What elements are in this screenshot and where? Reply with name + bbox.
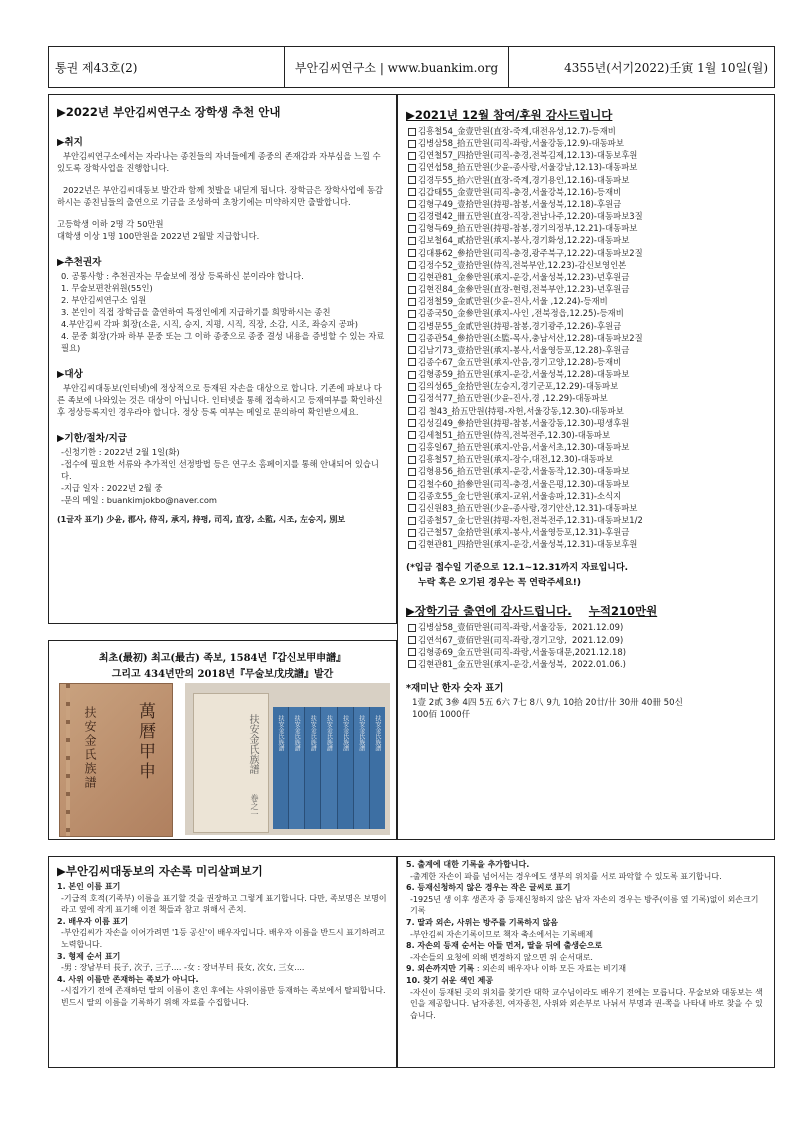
checkbox-icon	[408, 128, 416, 136]
preview-item: 8. 자손의 등재 순서는 아들 먼저, 딸을 뒤에 출생순으로 -자손들의 요청에 의해 변경하지 않으면 위 순서대로.	[406, 941, 603, 962]
donor-row: 김 철43_拾五만원(持평-자헌,서울강동,12.30)-대동파보	[408, 405, 766, 417]
preview-item: 4. 사위 이름만 존재하는 족보가 아니다. -시집가기 전에 존재하던 딸의 이름이 혼인 후에는 사위이름만 등재하는 족보에서 탈피합니다. 빈드시 딸의 이름을 기록하기 위해 자료를 수집합니다.	[57, 974, 386, 1007]
recommender-line: 4.부안김씨 각파 회장(소윤, 시직, 승지, 지평, 시직, 직장, 소감, 시조, 좌승지 공파)	[61, 319, 358, 329]
donor-row: 김연섭58_拾五만원(少윤-종사랑,서울강남,12.13)-대동파보	[408, 161, 766, 173]
donor-row: 김철수60_拾參만원(司직-충경,서울은평,12.30)-대동파보	[408, 478, 766, 490]
period-title: ▶기한/절차/지급	[57, 433, 127, 444]
period-line: -신청기한 : 2022년 2월 1일(화)	[61, 447, 180, 457]
book-spine-title: 扶安金氏族譜	[277, 715, 284, 751]
book-spine	[289, 707, 305, 829]
donor-row: 김형종59_拾五만원(承지-운강,서울성북,12.28)-대동파보	[408, 368, 766, 380]
period-line: -지급 일자 : 2022년 2월 중	[61, 483, 163, 493]
checkbox-icon	[408, 541, 416, 549]
recommender-line: 4. 문중 회장(가파 하부 문중 또는 그 이하 종중으로 종중 결성 내용을 증빙할 수 있는 자료 필요)	[61, 331, 385, 353]
checkbox-icon	[408, 517, 416, 525]
checkbox-icon	[408, 322, 416, 330]
donor-row: 김형용56_拾五만원(承지-운강,서울동작,12.30)-대동파보	[408, 465, 766, 477]
fund-donor-list	[406, 621, 766, 670]
donor-row: 김성길49_參拾만원(持평-참봉,서울강동,12.30)-평생후원	[408, 417, 766, 429]
checkbox-icon	[408, 249, 416, 257]
jokbo-caption-1: 최초(最初) 최고(最古) 족보, 1584년『갑신보甲申譜』	[98, 653, 347, 664]
donor-row: 김종관54_參拾만원(소監-목사,충남서산,12.28)-대동파보2질	[408, 332, 766, 344]
checkbox-icon	[408, 636, 416, 644]
donor-row: 김정철59_金貳만원(少윤-진사,서울 ,12.24)-등재비	[408, 295, 766, 307]
donor-row: 김경렬42_卌五만원(直장-직장,전남나주,12.20)-대동파보3질	[408, 210, 766, 222]
checkbox-icon	[408, 334, 416, 342]
book-spine	[273, 707, 289, 829]
donor-row: 김종호55_金七만원(承지-교위,서울송파,12.31)-소식지	[408, 490, 766, 502]
preview-item: 10. 찾기 쉬운 색인 제공 -자신이 등재된 곳의 위치를 찾기란 대학 교수님이라도 배우기 전에는 모릅니다. 무술보와 대동보는 색인을 제공합니다. 남자종친, 여자종친, 사위와 외손부로 나뉘서 부명과 권-쪽을 나타내 바로 찾을 수 있습니다.	[406, 975, 763, 1020]
preview-item: 9. 외손까지만 기록 : 외손의 배우자나 이하 모든 자료는 비기재	[406, 964, 627, 974]
donor-row: 김형구49_壹拾만원(持평-참봉,서울성북,12.18)-후원금	[408, 198, 766, 210]
donor-row: 김현진84_金參만원(直장-현령,전북부안,12.23)-년후원금	[408, 283, 766, 295]
purpose-text-2: 2022년은 부안김씨대동보 발간과 함께 첫발을 내딛게 됩니다. 장학금은 장학사업에 동감하시는 종친님들의 출연으로 기금을 조성하여 초창기에는 미약하지만 출발합니다.	[57, 185, 383, 207]
checkbox-icon	[408, 456, 416, 464]
fund-row: 김형종69_金五만원(司직-좌랑,서울동대문,2021.12.18)	[408, 646, 766, 658]
checkbox-icon	[408, 273, 416, 281]
checkbox-icon	[408, 383, 416, 391]
checkbox-icon	[408, 237, 416, 245]
musulbo-photo	[185, 683, 390, 835]
checkbox-icon	[408, 225, 416, 233]
purpose-title: ▶취지	[57, 137, 83, 148]
preview-item: 6. 등재신청하지 않은 경우는 작은 글씨로 표기 -1925년 생 이후 생존자 중 등재신청하지 않은 남자 자손의 경우는 방주(이름 옆 기록)없이 외손크기 기록	[406, 883, 759, 916]
recommender-line: 3. 본인이 직접 장학금을 출연하여 특정인에게 지급하기를 희망하시는 종친	[61, 307, 331, 317]
thanks-donor-list	[406, 125, 766, 550]
donor-row: 김현관81_金參만원(承지-운강,서울성북,12.23)-년후원금	[408, 271, 766, 283]
jokbo-section	[48, 640, 397, 840]
book-spine-title: 扶安金氏族譜	[325, 715, 333, 751]
donor-row: 김형득69_拾五만원(持평-참봉,경기의정부,12.21)-대동파보	[408, 222, 766, 234]
fund-row: 김현관81_金五만원(承지-운강,서울성북, 2022.01.06.)	[408, 658, 766, 670]
checkbox-icon	[408, 346, 416, 354]
preview-item: 7. 딸과 외손, 사위는 방주를 기록하지 않음 -부안김씨 자손기록이므로 책자 축소에서는 기록배제	[406, 917, 594, 939]
book-spine	[370, 707, 385, 829]
donor-row: 김남기73_壹拾만원(承지-봉사,서울영등포,12.28)-후원금	[408, 344, 766, 356]
preview-item: 1. 본인 이름 표기 -기급적 호적(기족부) 이름을 표기할 것을 권장하고 그렇게 표기합니다. 다만, 족보명은 보명이라고 옆에 작게 표기해 이전 책들과 참고 위해서 존치.	[57, 882, 387, 915]
book-spine-title: 扶安金氏族譜	[373, 715, 381, 751]
scholarship-title: ▶2022년 부안김씨연구소 장학생 추천 안내	[57, 105, 281, 119]
hanja-line-1: 1壹 2貳 3參 4四 5五 6六 7七 8八 9九 10拾 20廿/卄 30卅 40卌 50신	[412, 698, 683, 709]
checkbox-icon	[408, 529, 416, 537]
target-title: ▶대상	[57, 369, 83, 380]
thanks-note-2: 누락 혹은 오기된 경우는 꼭 연락주세요!)	[418, 578, 581, 589]
donor-row: 김근철57_金拾만원(承지-봉사,서울영등포,12.31)-후원금	[408, 526, 766, 538]
recommender-line: 0. 공통사항 : 추천권자는 무술보에 정상 등록하신 분이라야 합니다.	[61, 271, 304, 281]
donor-row: 김병문55_金貳만원(持평-참봉,경기광주,12.26)-후원금	[408, 320, 766, 332]
preview-left	[48, 856, 397, 1068]
donor-row: 김갑태55_金壹만원(司직-충경,서울강북,12.16)-등재비	[408, 186, 766, 198]
musulbo-spines	[273, 707, 385, 829]
gapsinbo-photo	[59, 683, 173, 837]
page-header	[48, 46, 775, 88]
donor-row: 김경두55_拾六만원(直장-죽계,경기용인,12.16)-대동파보	[408, 174, 766, 186]
gapsinbo-binding	[66, 684, 70, 836]
checkbox-icon	[408, 492, 416, 500]
donor-row: 김병삼58_拾五만원(司직-좌랑,서울강동,12.9)-대동파보	[408, 137, 766, 149]
checkbox-icon	[408, 660, 416, 668]
donor-row: 김정석77_拾五만원(少윤-진사,경 ,12.29)-대동파보	[408, 392, 766, 404]
checkbox-icon	[408, 358, 416, 366]
thanks-title: ▶2021년 12월 참여/후원 감사드립니다	[406, 108, 613, 122]
org-site: 부안김씨연구소 | www.buankim.org	[285, 47, 509, 87]
checkbox-icon	[408, 468, 416, 476]
amount-highschool: 고등학생 이하 2명 각 50만원	[57, 219, 164, 229]
donor-row: 김대룡62_參拾만원(司직-충경,광주북구,12.22)-대동파보2질	[408, 247, 766, 259]
checkbox-icon	[408, 286, 416, 294]
musulbo-box-vol: 卷之一	[250, 794, 259, 818]
fund-total: 누적210만원	[588, 604, 658, 619]
jokbo-caption-2: 그리고 434년만의 2018년『무술보戊戌譜』발간	[111, 669, 334, 680]
book-spine	[321, 707, 337, 829]
donor-row: 김종국50_金參만원(承지-사인 ,전북정읍,12.25)-등재비	[408, 307, 766, 319]
book-spine	[338, 707, 354, 829]
checkbox-icon	[408, 444, 416, 452]
donor-row: 김정수52_壹拾만원(侍직,전북부안,12.23)-감신보영인본	[408, 259, 766, 271]
donor-row: 김종철57_金七만원(持평-자헌,전북전주,12.31)-대동파보1/2	[408, 514, 766, 526]
checkbox-icon	[408, 261, 416, 269]
musulbo-box-title: 扶安金氏族譜	[247, 714, 258, 774]
donor-row: 김신원83_拾五만원(少윤-종사랑,경기안산,12.31)-대동파보	[408, 502, 766, 514]
hanja-line-2: 100佰 1000仟	[412, 710, 471, 721]
checkbox-icon	[408, 152, 416, 160]
checkbox-icon	[408, 164, 416, 172]
preview-item: 5. 출계에 대한 기록을 추가합니다. -출계한 자손이 파를 넘어서는 경우에도 생부의 위치를 서로 파악할 수 있도록 표기합니다.	[406, 860, 722, 881]
donor-row: 김보철64_貳拾만원(承지-봉사,경기화성,12.22)-대동파보	[408, 234, 766, 246]
amount-university: 대학생 이상 1명 100만원을 2022년 2월말 지급합니다.	[57, 231, 260, 241]
musulbo-box	[193, 693, 269, 833]
preview-item: 2. 배우자 이름 표기 -부안김씨가 자손을 이어가려면 '1등 공신'이 배우자입니다. 배우자 이름을 반드시 표기하려고 노력합니다.	[57, 916, 385, 949]
recommender-line: 2. 부안김씨연구소 임원	[61, 295, 147, 305]
gapsinbo-title-left: 扶安金氏族譜	[83, 706, 97, 790]
checkbox-icon	[408, 407, 416, 415]
scholarship-section	[48, 94, 397, 624]
checkbox-icon	[408, 371, 416, 379]
checkbox-icon	[408, 431, 416, 439]
preview-title: ▶부안김씨대동보의 자손록 미리살펴보기	[57, 864, 263, 878]
donor-row: 김흥철57_拾五만원(承지-장수,대전,12.30)-대동파보	[408, 453, 766, 465]
checkbox-icon	[408, 480, 416, 488]
checkbox-icon	[408, 395, 416, 403]
checkbox-icon	[408, 200, 416, 208]
book-spine	[305, 707, 321, 829]
donor-row: 김종수67_金五만원(承지-안음,경기고양,12.28)-등재비	[408, 356, 766, 368]
fund-row: 김병삼58_壹佰만원(司직-좌랑,서울강동, 2021.12.09)	[408, 621, 766, 633]
preview-item: 3. 형제 순서 표기 -男 : 장남부터 長子, 次子, 三子.... -女 : 장녀부터 長女, 次女, 三女....	[57, 951, 305, 973]
issue-date: 4355년(서기2022)壬寅 1월 10일(월)	[564, 60, 768, 75]
thanks-note-1: (*입금 접수일 기준으로 12.1~12.31까지 자료입니다.	[406, 563, 629, 574]
hanja-abbrev-note: (1글자 표기) 少윤, 郡사, 侍직, 承지, 持평, 司직, 直장, 소監, 시조, 左승지, 別보	[57, 515, 346, 524]
gapsinbo-title-right: 萬曆甲申	[135, 702, 155, 782]
checkbox-icon	[408, 310, 416, 318]
issue-number: 통권 제43호(2)	[49, 47, 285, 87]
checkbox-icon	[408, 213, 416, 221]
fund-row: 김연석67_壹佰만원(司직-좌랑,경기고양, 2021.12.09)	[408, 634, 766, 646]
donor-row: 김홍일67_拾五만원(承지-안음,서울서초,12.30)-대동파보	[408, 441, 766, 453]
thanks-section	[397, 94, 775, 840]
recommender-line: 1. 무술보편찬위원(55인)	[61, 283, 153, 293]
recommender-title: ▶추천권자	[57, 257, 102, 268]
checkbox-icon	[408, 624, 416, 632]
purpose-text-1: 부안김씨연구소에서는 자라나는 종친들의 자녀들에게 종중의 존재감과 자부심을 느낄 수 있도록 장학사업을 진행합니다.	[57, 151, 381, 173]
checkbox-icon	[408, 298, 416, 306]
checkbox-icon	[408, 188, 416, 196]
book-spine-title: 扶安金氏族譜	[309, 715, 317, 751]
donor-row: 김세철51_拾五만원(侍직,전북전주,12.30)-대동파보	[408, 429, 766, 441]
fund-title: ▶장학기금 출연에 감사드립니다.	[406, 604, 572, 619]
book-spine-title: 扶安金氏族譜	[341, 715, 349, 751]
donor-row: 김현관81_四拾만원(承지-운강,서울성북,12.31)-대동보후원	[408, 538, 766, 550]
book-spine	[354, 707, 370, 829]
preview-right	[397, 856, 775, 1068]
checkbox-icon	[408, 140, 416, 148]
period-line: -문의 메일 : buankimjokbo@naver.com	[61, 495, 218, 505]
fund-header	[406, 600, 766, 619]
checkbox-icon	[408, 176, 416, 184]
hanja-title: *재미난 한자 숫자 표기	[406, 683, 504, 695]
target-text: 부안김씨대동보(인터넷)에 정상적으로 등재된 자손을 대상으로 합니다. 기존에 파보나 다른 족보에 나와있는 것은 대상이 아닙니다. 인터넷을 통해 접속하시고 등재여부를 확인하신 후 정상등록지인 경우라야 합니다. 정상 등록 여부는 메일로 문의하여 확인받으세요.	[57, 383, 383, 417]
checkbox-icon	[408, 419, 416, 427]
checkbox-icon	[408, 648, 416, 656]
donor-row: 김연철57_四拾만원(司직-충경,전북김제,12.13)-대동보후원	[408, 149, 766, 161]
book-spine-title: 扶安金氏族譜	[293, 715, 301, 751]
donor-row: 김흥철54_金壹만원(直장-죽계,대전유성,12.7)-등재비	[408, 125, 766, 137]
period-line: -접수에 필요한 서류와 추가적인 선정방법 등은 연구소 홈페이지를 통해 안내되어 있습니다.	[61, 459, 379, 481]
donor-row: 김의성65_金拾만원(左승지,경기군포,12.29)-대동파보	[408, 380, 766, 392]
book-spine-title: 扶安金氏族譜	[357, 715, 365, 751]
checkbox-icon	[408, 504, 416, 512]
